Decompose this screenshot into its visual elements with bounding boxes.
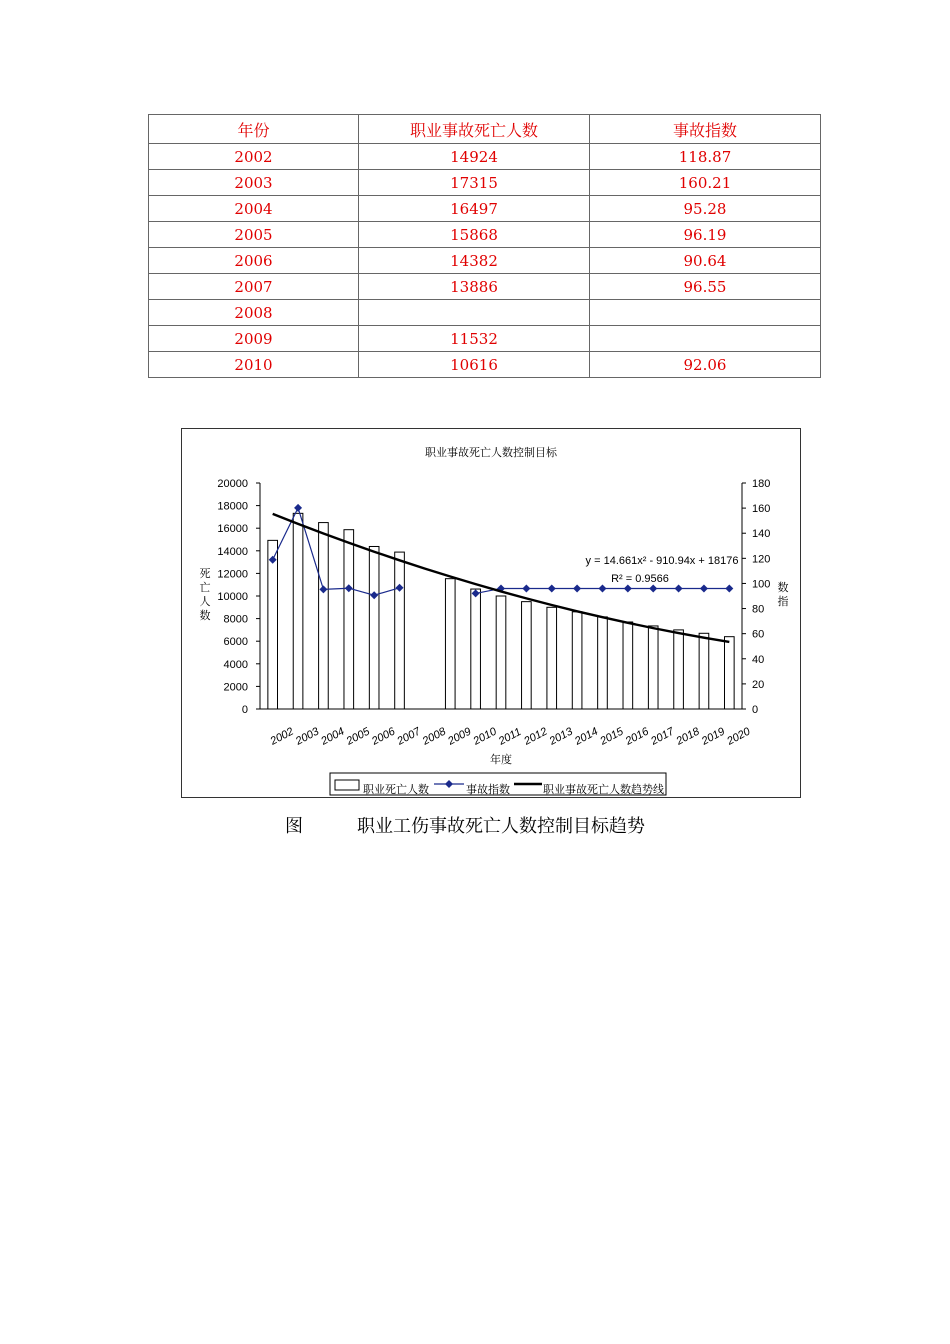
bar <box>699 633 709 709</box>
table-row <box>149 170 821 196</box>
y-tick-label-right: 180 <box>752 478 771 490</box>
bar <box>319 523 329 709</box>
deaths-cell: 17315 <box>359 170 590 196</box>
year-cell: 2008 <box>149 300 359 326</box>
index-marker <box>649 584 657 592</box>
table-row <box>149 248 821 274</box>
x-tick-label: 2015 <box>598 725 626 748</box>
x-tick-label: 2018 <box>674 725 702 748</box>
bar <box>674 630 684 709</box>
y-tick-label-left: 12000 <box>217 568 248 581</box>
index-marker <box>573 584 581 592</box>
index-marker <box>548 584 556 592</box>
y2-axis-label-char: 指 <box>777 595 789 608</box>
y-tick-label-left: 8000 <box>223 613 248 626</box>
index-cell: 96.19 <box>590 222 821 248</box>
table-row <box>149 300 821 326</box>
deaths-cell: 13886 <box>359 274 590 300</box>
y-axis-label-char: 数 <box>199 609 211 622</box>
deaths-cell: 11532 <box>359 326 590 352</box>
y-tick-label-left: 20000 <box>217 478 248 490</box>
year-cell: 2004 <box>149 196 359 222</box>
deaths-cell <box>359 300 590 326</box>
year-cell: 2009 <box>149 326 359 352</box>
bar <box>471 589 481 709</box>
deaths-cell: 15868 <box>359 222 590 248</box>
header-index: 事故指数 <box>590 115 821 144</box>
y-axis-label-char: 死 <box>199 567 211 580</box>
x-tick-label: 2003 <box>293 725 322 748</box>
year-cell: 2007 <box>149 274 359 300</box>
y-tick-label-right: 20 <box>752 678 765 691</box>
y2-axis-label-char: 数 <box>777 581 789 594</box>
deaths-cell: 14382 <box>359 248 590 274</box>
bar <box>496 596 506 709</box>
bar <box>547 607 557 709</box>
index-marker <box>700 584 708 592</box>
index-cell: 118.87 <box>590 144 821 170</box>
index-marker <box>294 504 302 512</box>
x-tick-label: 2004 <box>319 725 347 748</box>
trend-r-squared: R² = 0.9566 <box>611 573 669 585</box>
y-tick-label-left: 0 <box>241 704 248 716</box>
table-header-row <box>149 115 821 144</box>
x-tick-label: 2020 <box>725 725 753 748</box>
year-cell: 2003 <box>149 170 359 196</box>
deaths-cell: 16497 <box>359 196 590 222</box>
y-tick-label-left: 16000 <box>217 523 248 536</box>
chart-svg <box>182 429 800 797</box>
index-marker <box>725 584 733 592</box>
year-cell: 2002 <box>149 144 359 170</box>
y-tick-label-left: 2000 <box>223 681 248 694</box>
y-tick-label-right: 60 <box>752 628 765 641</box>
chart-container <box>181 428 801 798</box>
table-row <box>149 222 821 248</box>
x-tick-label: 2002 <box>268 725 296 748</box>
x-tick-label: 2017 <box>648 725 677 748</box>
index-cell: 90.64 <box>590 248 821 274</box>
figure-caption <box>285 812 645 838</box>
y-tick-label-right: 100 <box>752 578 771 591</box>
x-tick-label: 2007 <box>395 725 423 748</box>
bar <box>369 546 379 709</box>
legend-bar-swatch <box>335 780 359 790</box>
year-cell: 2010 <box>149 352 359 378</box>
y-axis-label-char: 人 <box>199 595 211 608</box>
index-marker <box>675 584 683 592</box>
bar <box>445 579 455 709</box>
x-tick-label: 2008 <box>420 725 448 748</box>
year-cell: 2006 <box>149 248 359 274</box>
trend-equation: y = 14.661x² - 910.94x + 18176 <box>585 555 739 567</box>
table-row <box>149 144 821 170</box>
x-tick-label: 2005 <box>344 725 372 748</box>
y-tick-label-right: 120 <box>752 553 771 566</box>
bar <box>395 552 405 709</box>
bar <box>572 612 582 709</box>
header-year: 年份 <box>149 115 359 144</box>
index-marker <box>522 584 530 592</box>
table-row <box>149 352 821 378</box>
index-marker <box>598 584 606 592</box>
bar <box>724 637 734 709</box>
x-tick-label: 2013 <box>547 725 575 748</box>
y-tick-label-right: 140 <box>752 528 771 541</box>
caption-text: 职业工伤事故死亡人数控制目标趋势 <box>357 816 645 837</box>
legend-trend-label: 职业事故死亡人数趋势线 <box>543 783 664 796</box>
x-tick-label: 2011 <box>496 725 524 748</box>
deaths-cell: 10616 <box>359 352 590 378</box>
legend-index-label: 事故指数 <box>466 783 510 796</box>
x-tick-label: 2006 <box>369 725 398 748</box>
y-tick-label-right: 0 <box>752 704 759 716</box>
bar <box>344 530 354 709</box>
index-cell: 92.06 <box>590 352 821 378</box>
header-deaths: 职业事故死亡人数 <box>359 115 590 144</box>
bar <box>598 617 608 709</box>
table-row <box>149 274 821 300</box>
x-tick-label: 2012 <box>522 725 550 748</box>
deaths-cell: 14924 <box>359 144 590 170</box>
y-tick-label-left: 4000 <box>223 658 248 671</box>
chart-title: 职业事故死亡人数控制目标 <box>425 446 557 459</box>
index-cell: 96.55 <box>590 274 821 300</box>
bar <box>623 622 633 709</box>
bar <box>522 602 532 709</box>
index-cell <box>590 300 821 326</box>
y-tick-label-right: 80 <box>752 603 765 616</box>
bar <box>648 626 658 709</box>
x-tick-label: 2016 <box>623 725 651 748</box>
y-axis-label-char: 亡 <box>199 581 211 594</box>
index-cell: 95.28 <box>590 196 821 222</box>
x-tick-label: 2019 <box>699 725 727 748</box>
caption-prefix: 图 <box>285 816 303 837</box>
y-tick-label-left: 10000 <box>217 591 248 603</box>
bar <box>268 540 278 709</box>
data-table <box>148 114 821 378</box>
index-cell <box>590 326 821 352</box>
y-tick-label-left: 18000 <box>217 500 248 513</box>
table-row <box>149 326 821 352</box>
legend-bar-label: 职业死亡人数 <box>363 783 429 796</box>
bar <box>293 513 303 709</box>
y-tick-label-left: 14000 <box>217 545 248 558</box>
year-cell: 2005 <box>149 222 359 248</box>
y-tick-label-left: 6000 <box>223 636 248 649</box>
y-tick-label-right: 160 <box>752 503 771 516</box>
x-tick-label: 2010 <box>471 725 499 748</box>
x-tick-label: 2014 <box>572 725 601 748</box>
table-row <box>149 196 821 222</box>
x-tick-label: 2009 <box>446 725 474 748</box>
x-axis-label: 年度 <box>490 753 512 766</box>
y-tick-label-right: 40 <box>752 653 765 666</box>
index-marker <box>624 584 632 592</box>
index-cell: 160.21 <box>590 170 821 196</box>
